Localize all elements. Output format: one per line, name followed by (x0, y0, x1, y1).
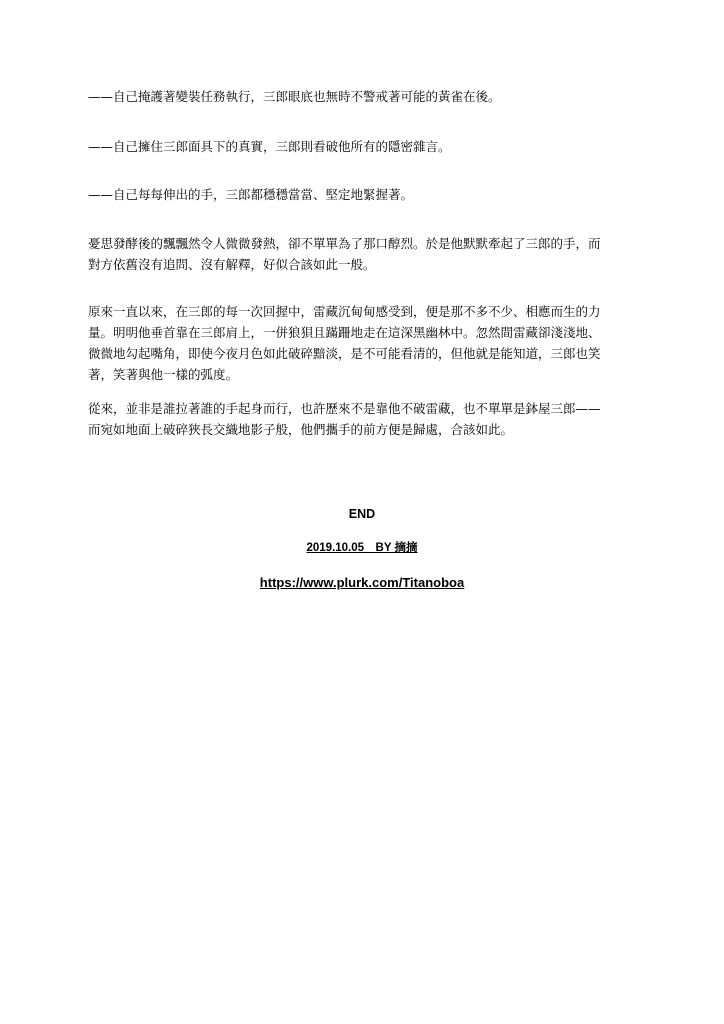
plurk-link[interactable]: https://www.plurk.com/Titanoboa (259, 575, 465, 590)
paragraph-2: ——自己擁住三郎面具下的真實，三郎則看破他所有的隱密雜言。 (88, 139, 451, 154)
paragraph-1: ——自己掩護著變裝任務執行，三郎眼底也無時不警戒著可能的黃雀在後。 (88, 89, 501, 104)
end-label: END (348, 507, 376, 521)
date-byline: 2019.10.05 BY 摘摘 (306, 542, 418, 554)
paragraph-5: 原來一直以來，在三郎的每一次回握中，雷藏沉甸甸感受到，便是那不多不少、相應而生的力 量。明明他垂首靠在三郎肩上，一併狼狽且蹣跚地走在這深黑幽林中。忽然間雷藏卻淺淺地、 微微地勾起嘴角，即使今夜月色如此破碎黯淡，是不可能看清的，但他就是能知道，三郎也笑 著，笑著與他一樣的弧度。 (88, 304, 601, 382)
paragraph-4: 憂思發酵後的飄飄然令人微微發熱，卻不單單為了那口醇烈。於是他默默牽起了三郎的手，而 對方依舊沒有追問、沒有解釋，好似合該如此一般。 (88, 236, 601, 272)
paragraph-6: 從來，並非是誰拉著誰的手起身而行，也許歷來不是靠他不破雷藏，也不單單是鉢屋三郎—— 而宛如地面上破碎狹長交織地影子般，他們攜手的前方便是歸處，合該如此。 (88, 401, 601, 437)
paragraph-3: ——自己每每伸出的手，三郎都穩穩當當、堅定地緊握著。 (88, 187, 414, 202)
